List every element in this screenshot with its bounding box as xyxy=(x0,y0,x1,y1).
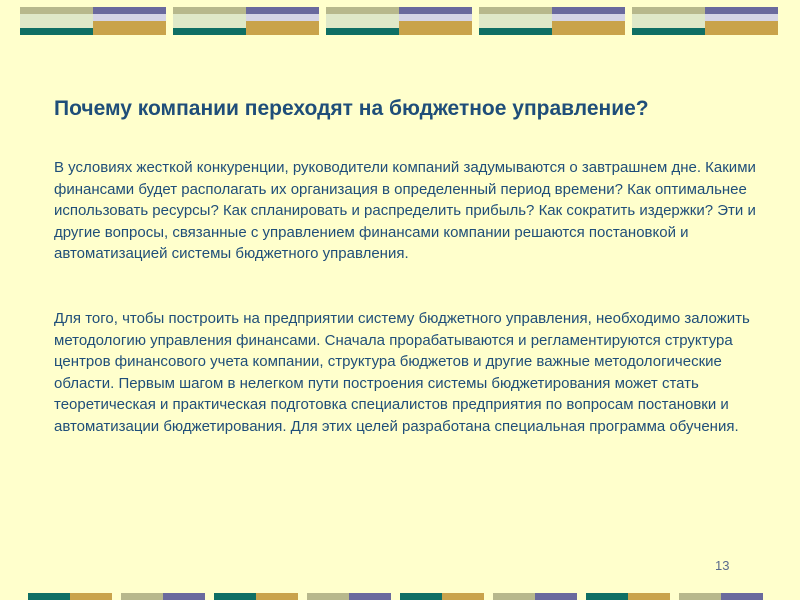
paragraph-intro: В условиях жесткой конкуренции, руководители компаний задумываются о завтрашнем дне. Какими финансами будет располагать их организация в определенный период времени? Как оптимальнее использовать ресурсы? Как спланировать и распределить прибыль? Как сократить издержки? Эти и другие вопросы, связанные с управлением финансами компании решаются постановкой и автоматизацией системы бюджетного управления. xyxy=(54,159,756,262)
top-decorative-banner xyxy=(0,0,800,40)
slide-title: Почему компании переходят на бюджетное управление? xyxy=(54,97,649,120)
decorative-tile xyxy=(20,7,166,35)
decorative-tile xyxy=(479,7,625,35)
decorative-tile xyxy=(173,7,319,35)
decorative-tile xyxy=(326,7,472,35)
decorative-tile xyxy=(632,7,778,35)
page-number: 13 xyxy=(715,558,730,573)
paragraph-methodology: Для того, чтобы построить на предприятии систему бюджетного управления, необходимо заложить методологию управления финансами. Сначала прорабатываются и регламентируются структура центров финансового учета компании, структура бюджетов и другие важные методологические области. Первым шагом в нелегком пути построения системы бюджетирования может стать теоретическая и практическая подготовка специалистов предприятия по вопросам постановки и автоматизации бюджетирования. Для этих целей разработана специальная программа обучения. xyxy=(54,310,750,435)
bottom-decorative-strip xyxy=(0,590,800,600)
